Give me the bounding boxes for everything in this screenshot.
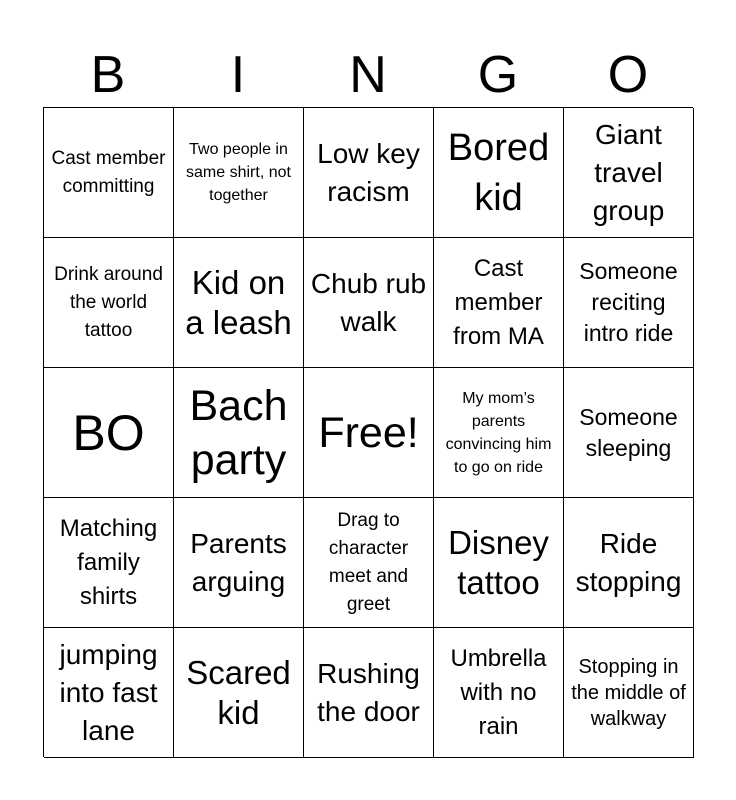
bingo-cell[interactable]: [564, 628, 694, 758]
cell-text: Drink around the world tattoo: [54, 263, 163, 341]
bingo-cell[interactable]: [44, 108, 174, 238]
bingo-cell[interactable]: [174, 108, 304, 238]
bingo-cell[interactable]: [434, 368, 564, 498]
cell-text: Chub rub walk: [310, 267, 427, 337]
cell-text: Cast member from MA: [453, 254, 544, 350]
cell-text: Giant travel group: [592, 118, 665, 226]
header-letter-i: I: [230, 46, 246, 104]
cell-text: jumping into fast lane: [59, 638, 158, 746]
bingo-cell[interactable]: [304, 498, 434, 628]
cell-text: Bach party: [189, 381, 288, 484]
header-letter-b: B: [90, 46, 126, 104]
bingo-cell[interactable]: [44, 628, 174, 758]
cell-text: Low key racism: [317, 137, 420, 207]
bingo-cell[interactable]: [174, 238, 304, 368]
bingo-cell[interactable]: [434, 628, 564, 758]
bingo-cell[interactable]: [174, 368, 304, 498]
free-space-text: Free!: [318, 408, 419, 457]
header-letter-g: G: [477, 46, 519, 104]
cell-text: Kid on a leash: [185, 263, 292, 341]
cell-text: Matching family shirts: [59, 514, 158, 610]
cell-text: Someone sleeping: [579, 403, 678, 461]
bingo-cell[interactable]: [434, 108, 564, 238]
bingo-cell[interactable]: [304, 238, 434, 368]
free-space[interactable]: [304, 368, 434, 498]
cell-text: Parents arguing: [190, 527, 287, 597]
cell-text: Someone reciting intro ride: [579, 258, 678, 346]
bingo-cell[interactable]: [44, 498, 174, 628]
cell-text: BO: [72, 404, 145, 461]
header-letter-o: O: [607, 46, 649, 104]
cell-text: Cast member committing: [51, 147, 166, 197]
bingo-cell[interactable]: [564, 238, 694, 368]
header-letter-n: N: [349, 46, 387, 104]
cell-text: Bored kid: [447, 126, 550, 219]
cell-text: Stopping in the middle of walkway: [571, 655, 686, 730]
bingo-board: [43, 107, 693, 757]
bingo-cell[interactable]: [564, 368, 694, 498]
bingo-cell[interactable]: [434, 238, 564, 368]
bingo-cell[interactable]: [44, 238, 174, 368]
cell-text: Rushing the door: [317, 657, 420, 727]
bingo-cell[interactable]: [174, 628, 304, 758]
cell-text: Drag to character meet and greet: [328, 509, 409, 615]
bingo-cell[interactable]: [304, 628, 434, 758]
cell-text: Umbrella with no rain: [450, 644, 547, 740]
bingo-cell[interactable]: [44, 368, 174, 498]
cell-text: My mom’s parents convincing him to go on ride: [445, 389, 552, 476]
bingo-cell[interactable]: [564, 498, 694, 628]
cell-text: Ride stopping: [575, 527, 682, 597]
bingo-cell[interactable]: [304, 108, 434, 238]
bingo-cell[interactable]: [434, 498, 564, 628]
cell-text: Scared kid: [186, 653, 291, 731]
cell-text: Two people in same shirt, not together: [186, 141, 291, 204]
bingo-cell[interactable]: [564, 108, 694, 238]
cell-text: Disney tattoo: [448, 523, 549, 601]
bingo-header: [43, 44, 693, 106]
bingo-cell[interactable]: [174, 498, 304, 628]
